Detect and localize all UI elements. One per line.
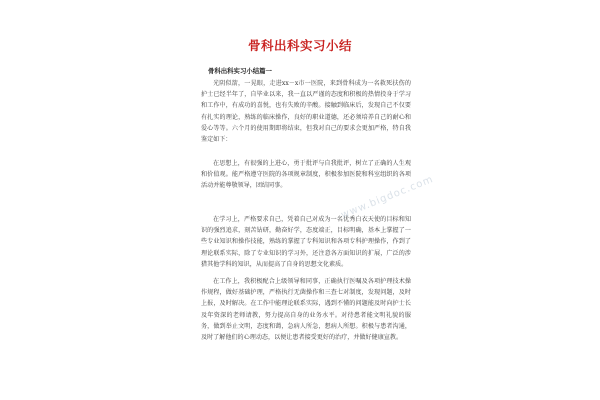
paragraph-work: 在工作上，我积极配合上级领导和同事，正确执行医嘱及各项护理技术操作规程，做好基础护理，严格执行无菌操作和三查七对制度，发现问题，及时上报，及时解决。在工作中能理论联系实际，遇到不懂的问题能及时向护士长及年资深的老师请教，努力提高自身的业务水平。对待患者能文明礼貌的服务，做到举止文明，态度和蔼，急病人所急，想病人所想。积极与患者沟通，及时了解他们的心理动态，以便让患者接受更好的治疗，并做好健康宣教。 xyxy=(201,278,411,342)
watermark-text: www.bigdoc.com xyxy=(339,173,436,222)
document-title: 骨科出科实习小结 xyxy=(247,38,352,53)
document-page xyxy=(175,0,425,400)
paragraph-ideology: 在思想上，有很强的上进心，勇于批评与自我批评，树立了正确的人生观和价值观。能严格遵守医院的各项规章制度，积极参加医院和科室组织的各项活动并能尊敬领导，团结同事。 xyxy=(201,160,411,190)
paragraph-intro: 光阴似箭，一晃眼，走进xx－x市一医院，来到骨科成为一名救死扶伤的护士已经半年了，自毕业以来，我一直以严谨的态度和积极的热情投身于学习和工作中，有成功的喜悦，也有失败的辛酸。接触到临床后，发现自己不仅要有扎实的理论，熟练的临床操作，良好的职业道德，还必须培养自己的耐心和爱心等等。六个月的使用期即将结束，但我对自己的要求会更加严格，特自我鉴定如下： xyxy=(201,80,411,144)
section-heading: 骨科出科实习小结篇一 xyxy=(208,67,272,75)
paragraph-study: 在学习上，严格要求自己，凭着自己对成为一名优秀白衣天使的目标和知识的强烈追求，刻苦钻研，勤奋好学，态度端正，目标明确，基本上掌握了一些专业知识和操作技能，熟练的掌握了专科知识和各项专科护理操作，作到了理论联系实际，除了专业知识的学习外，还注意各方面知识的扩展，广泛的涉猎其他学科的知识，从而提高了自身的思想文化素质。 xyxy=(201,216,411,268)
